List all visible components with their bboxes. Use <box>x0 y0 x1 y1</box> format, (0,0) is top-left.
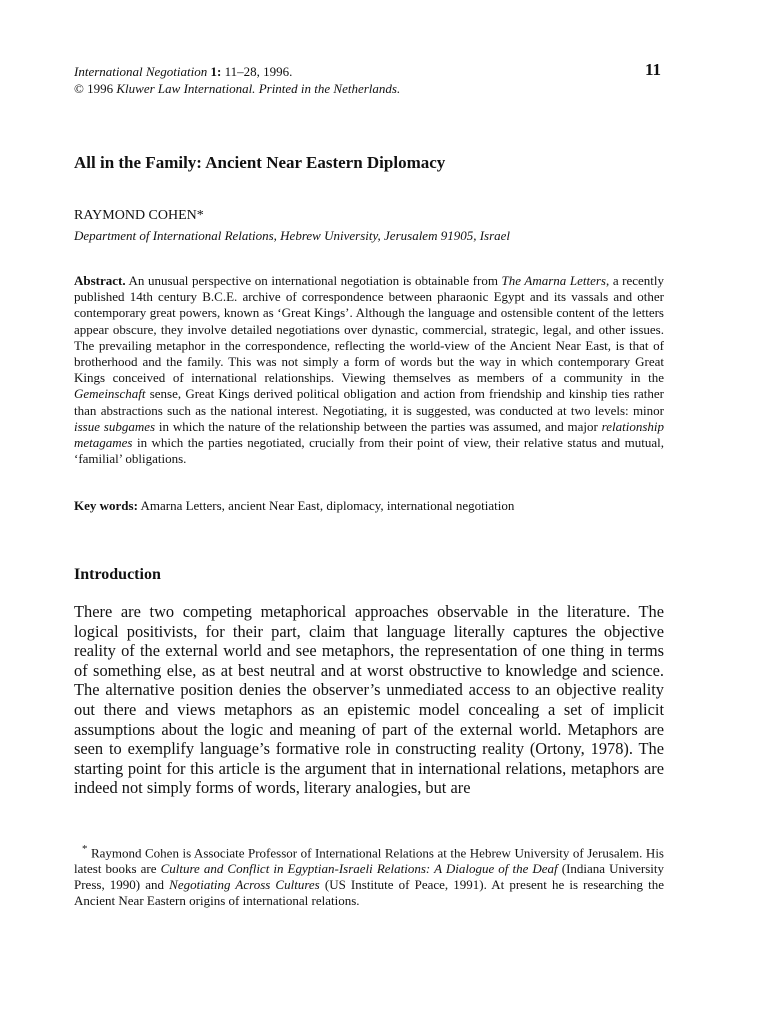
copyright-year: 1996 <box>87 81 114 96</box>
journal-header <box>74 63 664 97</box>
author-footnote <box>74 841 664 909</box>
keywords-text: Amarna Letters, ancient Near East, diplomacy, international negotiation <box>140 498 515 513</box>
footnote-text-1: Raymond Cohen is Associate Professor of International Relations at the Hebrew University of Jerusalem. His latest books are <box>74 845 664 877</box>
footnote-book-1: Culture and Conflict in Egyptian-Israeli Relations: A Dialogue of the Deaf <box>160 861 558 877</box>
abstract-text-4: in which the nature of the relationship between the parties was assumed, and major <box>158 418 598 434</box>
abstract-italic-amarna: The Amarna Letters <box>501 273 606 288</box>
abstract-italic-issue-subgames: issue subgames <box>74 418 156 434</box>
abstract-label: Abstract. <box>74 273 126 288</box>
abstract-text-3: sense, Great Kings derived political obligation and action from friendship and kinship ties rather than abstractions such as the national interest. Negotiating, it is suggested, was conducted at two levels: minor <box>74 386 664 418</box>
abstract-text-2: , a recently published 14th century B.C.E. archive of correspondence between pharaonic Egypt and its vassals and other contemporary great powers, known as ‘Great Kings’. Although the language and ostensible content of the letters appear obscure, they involve detailed negotiations over dynastic, commercial, strategic, legal, and other issues. The prevailing metaphor in the correspondence, reflecting the world-view of the Ancient Near East, is that of brotherhood and the family. This was not simply a form of words but the way in which contemporary Great Kings conceived of international relationships. Viewing themselves as members of a community in the <box>74 273 665 386</box>
journal-name: International Negotiation <box>74 64 208 79</box>
publisher-name: Kluwer Law International. <box>116 81 256 96</box>
author-affiliation: Department of International Relations, Hebrew University, Jerusalem 91905, Israel <box>74 228 511 243</box>
footnote-text-3: (US Institute of Peace, 1991). At present he is researching the Ancient Near Eastern origins of international relations. <box>74 877 665 909</box>
printed-location: Printed in the Netherlands. <box>258 81 401 96</box>
page-number: 11 <box>645 60 662 79</box>
abstract <box>74 273 664 467</box>
keywords <box>74 498 664 514</box>
author-name: RAYMOND COHEN* <box>74 208 204 223</box>
journal-citation-line <box>74 63 664 80</box>
abstract-text-5: in which the parties negotiated, crucially from their point of view, their relative status and mutual, ‘familial’ obligations. <box>74 435 664 467</box>
article-title: All in the Family: Ancient Near Eastern Diplomacy <box>74 153 446 172</box>
copyright-line <box>74 80 664 97</box>
abstract-italic-gemeinschaft: Gemeinschaft <box>74 386 146 402</box>
footnote-text-2: (Indiana University Press, 1990) and <box>74 861 665 893</box>
keywords-label: Key words: <box>74 498 138 513</box>
copyright-symbol: © <box>74 81 84 96</box>
footnote-book-2: Negotiating Across Cultures <box>169 877 320 893</box>
section-heading-introduction: Introduction <box>74 566 161 583</box>
introduction-paragraph: There are two competing metaphorical approaches observable in the literature. The logical positivists, for their part, claim that language literally captures the objective reality of the external world and see metaphors, the representation of one thing in terms of something else, as at best neutral and at worst obstructive to knowledge and science. The alternative position denies the observer’s unmediated access to an objective reality out there and views metaphors as an epistemic model concealing a set of implicit assumptions about the logic and meaning of part of the external world. Metaphors are seen to exemplify language’s formative role in constructing reality (Ortony, 1978). The starting point for this article is the argument that in international relations, metaphors are indeed not simply forms of words, literary analogies, but are <box>74 602 664 798</box>
journal-volume: 1: <box>210 64 222 79</box>
abstract-text-1: An unusual perspective on international negotiation is obtainable from <box>128 273 498 288</box>
footnote-mark: * <box>82 843 88 855</box>
abstract-italic-relationship-metagames: relationship metagames <box>74 418 665 451</box>
journal-pages: 11–28, 1996. <box>224 64 293 79</box>
